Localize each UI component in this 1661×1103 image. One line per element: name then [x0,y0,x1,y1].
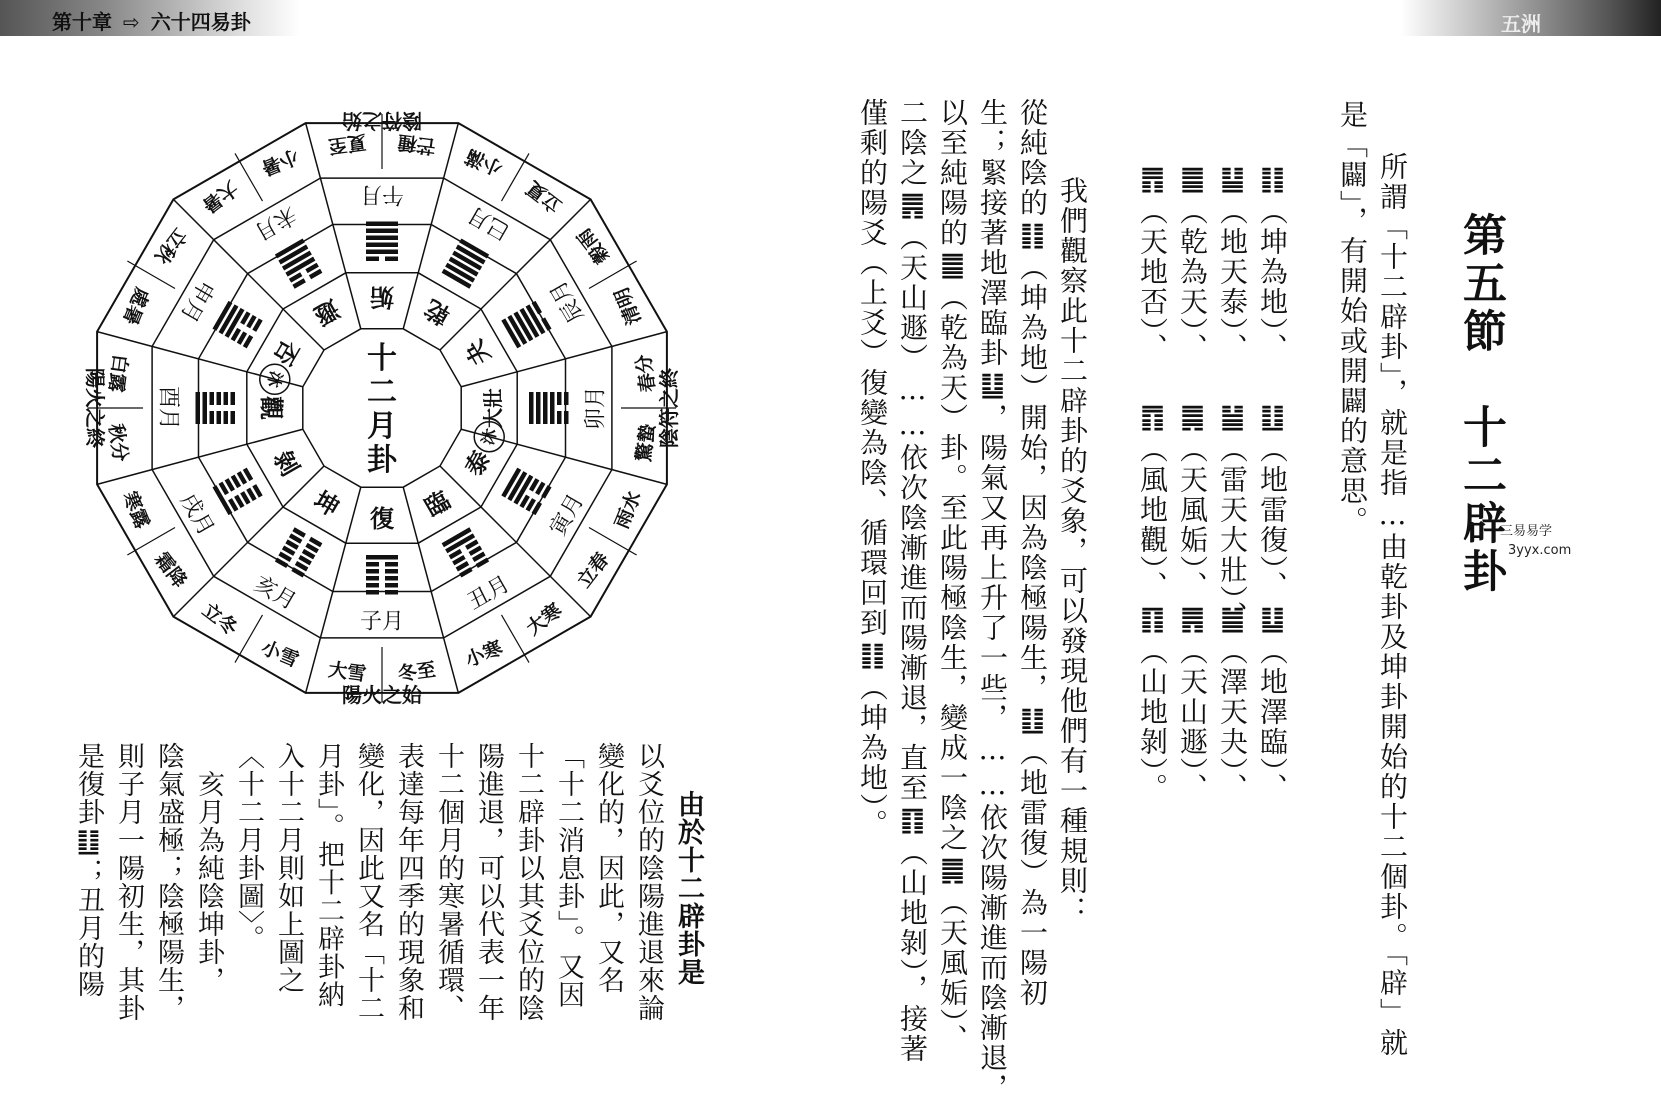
month-label: 巳月 [463,200,515,245]
solar-term-label: 立夏 [522,176,567,217]
yin-line [210,392,215,405]
solar-term-label: 寒露 [118,488,154,532]
paragraph-column: 從純陰的䷁（坤為地）開始，因為陰極陽生，䷗（地雷復）為一陽初 [1016,98,1049,1008]
solar-term-label: 雨水 [610,488,646,532]
left-text-column: 入十二月則如上圖之 [273,742,304,994]
solar-term-label: 大雪 [326,658,368,686]
hexagram-list-item: ䷪（澤天夬）、 [1216,602,1249,803]
yin-line [217,411,222,424]
left-text-column: 由於十二辟卦是 [673,762,704,986]
outer-phase-label: 陽火之終 [83,368,107,448]
hexagram-symbol [275,527,322,577]
watermark-line2: 3yyx.com [1508,543,1572,558]
yin-line [366,562,379,567]
month-label: 申月 [174,275,219,327]
hexagram-name: 剝 [267,446,304,481]
hexagram-list-item: ䷖（山地剝）。 [1136,602,1169,803]
hexagram-name: 大壯 [481,388,505,428]
month-label: 酉月 [155,385,181,431]
hexagram-name: 夬 [460,335,497,370]
yin-line [217,392,222,405]
yang-line [366,236,398,241]
yin-line [231,411,236,424]
solar-term-label: 春分 [632,352,660,394]
left-text-column: 亥月為純陰坤卦， [193,742,224,994]
solar-term-label: 小暑 [258,144,302,180]
yin-line [557,411,562,424]
hexagram-list-item: ䷫（天風姤）、 [1176,400,1209,601]
left-text-column: 十二辟卦以其爻位的陰 [513,742,544,1022]
hexagram-symbol [501,468,551,515]
yin-line [224,392,229,405]
right-page-header [1401,0,1661,36]
hexagram-list-item: ䷗（地雷復）、 [1256,400,1289,601]
month-label: 寅月 [545,489,590,541]
hexagram-symbol [196,392,236,424]
hexagram-symbol [442,527,489,577]
left-text-column: 是復卦䷗；丑月的陽 [73,742,104,998]
solar-term-label: 清明 [610,284,646,328]
yin-line [385,257,398,262]
yin-line [557,392,562,405]
left-text-column: 以爻位的陰陽進退來論 [633,742,664,1022]
solar-term-label: 穀雨 [573,223,614,268]
chapter-label: 第十章 [52,10,112,34]
month-label: 未月 [249,200,301,245]
month-label: 卯月 [583,385,609,431]
left-text-column: 月卦」。把十二辟卦納 [313,742,344,1009]
yin-line [385,590,398,595]
intro-column-1b: 由乾卦及坤卦開始的十二個卦。「辟」就 [1376,532,1409,1058]
hexagram-name: 臨 [420,486,455,523]
yin-line [210,411,215,424]
hexagram-name: 泰 [460,446,497,481]
arrow-right-icon: ⇨ [122,10,140,34]
solar-term-label: 芒種 [396,130,438,158]
yang-line [550,392,555,424]
section-title: 第五節 十二辟卦 [1455,212,1506,596]
solar-term-label: 小雪 [258,636,302,672]
right-header-text: 五洲 [1501,12,1541,36]
month-label: 丑月 [463,571,515,616]
paragraph-column: 二陰之䷠（天山遯）……依次陰漸進而陽漸退，直至䷖（山地剝），接著 [896,98,929,1064]
hexagram-list-item: ䷊（地天泰）、 [1216,162,1249,363]
yin-line [564,392,569,405]
left-page-header [0,0,300,36]
yin-line [366,583,379,588]
yang-line [543,392,548,424]
yang-line [529,392,534,424]
hexagram-symbol [501,301,551,348]
left-text-column: 變化的，因此，又名 [593,742,624,994]
solar-term-label: 秋分 [104,422,132,464]
hexagram-symbol [529,392,569,424]
solar-term-label: 立冬 [197,599,242,640]
month-label: 辰月 [545,275,590,327]
yang-line [536,392,541,424]
solar-term-label: 驚蟄 [632,422,660,464]
paragraph-column: 以至純陽的䷀（乾為天）卦。至此陽極陰生，變成一陰之䷫（天風姤）、 [936,98,969,1054]
hexagram-name: 遯 [309,293,344,330]
solar-term-label: 處暑 [118,284,154,328]
hexagram-symbol [212,301,262,348]
month-label: 子月 [359,609,405,635]
solar-term-label: 立春 [573,548,614,593]
hexagram-symbol [212,468,262,515]
yin-line [366,590,379,595]
left-text-column: 則子月一陽初生，其卦 [113,742,144,1022]
left-text-column: 陰氣盛極；陰極陽生， [153,742,184,1022]
watermark-line1: 三易易学 [1500,524,1553,539]
left-text-column: 陽進退，可以代表一年 [473,742,504,1022]
solar-term-label: 小滿 [462,144,506,180]
yin-line [366,569,379,574]
paragraph-column: 我們觀察此十二辟卦的爻象，可以發現他們有一種規則： [1056,116,1089,926]
paragraph-column: 生；緊接著地澤臨卦䷒，陽氣又再上升了一些，……依次陽漸進而陰漸退， [976,98,1009,1103]
yin-line [564,411,569,424]
month-label: 戌月 [174,489,219,541]
left-text-column: 「十二消息卦」。又因 [553,742,584,1009]
hexagram-name: 復 [370,505,394,533]
hexagram-name: 否 [267,335,304,370]
hexagram-symbol [366,222,398,262]
yin-line [366,576,379,581]
solar-term-label: 霜降 [150,548,191,593]
hexagram-list-item: ䷓（風地觀）、 [1136,400,1169,601]
solar-term-label: 立秋 [150,223,191,268]
hexagram-list-item: ䷠（天山遯）、 [1176,602,1209,803]
hexagram-name: 坤 [309,486,344,523]
left-text-column: 十二個月的寒暑循環、 [433,742,464,1022]
wheel-center-title: 十二月卦 [367,341,397,478]
bath-mark: 沐 [263,369,287,390]
hexagram-symbol [442,238,489,288]
hexagram-list-item: ䷡（雷天大壯）、 [1216,400,1249,631]
yang-line [366,243,398,248]
hexagram-list-item: ䷀（乾為天）、 [1176,162,1209,363]
yin-line [231,392,236,405]
yin-line [385,569,398,574]
solar-term-label: 白露 [104,352,132,394]
bath-mark: 沐 [477,426,501,447]
yin-line [385,576,398,581]
hexagram-name: 乾 [420,293,455,330]
hexagram-list-item: ䷒（地澤臨）、 [1256,602,1289,803]
outer-phase-label: 陰符之終 [657,368,681,448]
chapter-subject: 六十四易卦 [150,10,251,34]
hexagram-name: 觀 [257,396,285,420]
yin-line [385,562,398,567]
hexagram-list-item: ䷁（坤為地）、 [1256,162,1289,363]
left-text-column: 表達每年四季的現象和 [393,742,424,1022]
outer-phase-label: 陽火之始 [342,683,422,707]
intro-column-2: 是「闢」，有開始或開闢的意思。 [1336,100,1369,536]
intro-column-1: 所謂「十二辟卦」，就是指… [1376,152,1409,533]
left-text-column: 變化，因此又名「十二 [353,742,384,1022]
yang-line [366,250,398,255]
hexagram-list-item: ䷋（天地否）、 [1136,162,1169,363]
yang-line [196,392,201,424]
yang-line [366,229,398,234]
yin-line [385,583,398,588]
solar-term-label: 冬至 [396,658,438,686]
left-header-text [52,6,251,35]
hexagram-symbol [275,238,322,288]
twelve-month-hexagram-wheel [72,98,702,718]
solar-term-label: 大寒 [522,599,567,640]
left-text-column: 〈十二月卦圖〉。 [233,742,264,953]
solar-term-label: 夏至 [326,130,368,158]
solar-term-label: 大暑 [197,176,242,217]
yang-line [366,222,398,227]
month-label: 午月 [359,181,405,207]
hexagram-name: 姤 [370,283,394,311]
yang-line [366,555,398,560]
yang-line [203,392,208,424]
paragraph-column: 僅剩的陽爻（上爻）復變為陰、循環回到䷁（坤為地）。 [856,98,889,839]
solar-term-label: 小寒 [462,636,506,672]
outer-phase-label: 陰符之始 [342,109,422,133]
yin-line [224,411,229,424]
hexagram-symbol [366,555,398,595]
month-label: 亥月 [249,571,301,616]
yin-line [366,257,379,262]
